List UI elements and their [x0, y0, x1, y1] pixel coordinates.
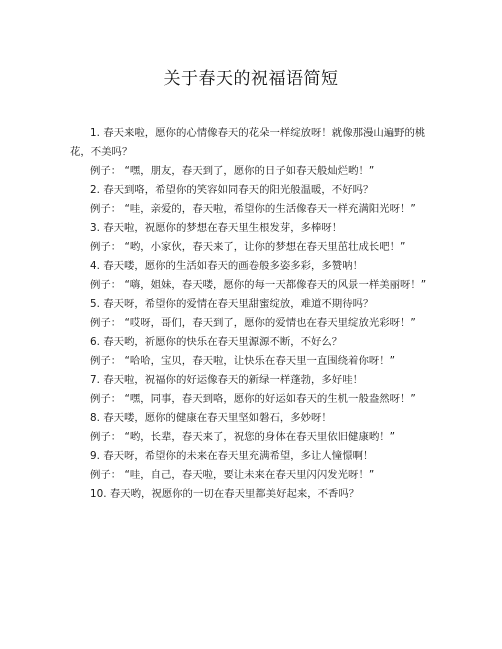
paragraph: 10. 春天哟，祝愿你的一切在春天里都美好起来，不香吗？	[90, 488, 360, 500]
paragraph: 例子： “嗨，姐妹，春天喽，愿你的每一天都像春天的风景一样美丽呀！”	[90, 279, 427, 291]
paragraph: 6. 春天哟，祈愿你的快乐在春天里源源不断，不好么？	[90, 336, 343, 348]
paragraph: 3. 春天啦，祝愿你的梦想在春天里生根发芽，多棒呀！	[90, 222, 343, 234]
paragraph: 7. 春天啦，祝福你的好运像春天的新绿一样蓬勃，多好哇！	[90, 374, 363, 386]
paragraph: 例子： “哟，长辈，春天来了，祝您的身体在春天里依旧健康哟！”	[90, 431, 396, 443]
document-title: 关于春天的祝福语简短	[163, 69, 339, 89]
paragraph: 2. 春天到咯，希望你的笑容如同春天的阳光般温暖，不好吗？	[90, 184, 374, 196]
document-body	[70, 124, 432, 504]
paragraph: 例子： “嘿，同事，春天到咯，愿你的好运如春天的生机一般盎然呀！”	[90, 393, 416, 405]
paragraph: 例子： “嘿，朋友，春天到了，愿你的日子如春天般灿烂哟！”	[90, 165, 375, 177]
paragraph: 1. 春天来啦，愿你的心情像春天的花朵一样绽放呀！就像那漫山遍野的桃花，不美吗？	[70, 127, 426, 158]
paragraph: 5. 春天呀，希望你的爱情在春天里甜蜜绽放，难道不期待吗？	[90, 298, 374, 310]
paragraph: 例子： “哈哈，宝贝，春天啦，让快乐在春天里一直围绕着你呀！”	[90, 355, 396, 367]
paragraph: 例子： “哇，亲爱的，春天啦，希望你的生活像春天一样充满阳光呀！”	[90, 203, 416, 215]
paragraph: 4. 春天喽，愿你的生活如春天的画卷般多姿多彩，多赞呐！	[90, 260, 363, 272]
paragraph: 例子： “哟，小家伙，春天来了，让你的梦想在春天里茁壮成长吧！”	[90, 241, 406, 253]
paragraph: 例子： “哎呀，哥们，春天到了，愿你的爱情也在春天里绽放光彩呀！”	[90, 317, 416, 329]
paragraph: 9. 春天呀，希望你的未来在春天里充满希望，多让人憧憬啊！	[90, 450, 374, 462]
paragraph: 例子： “哇，自己，春天啦，要让未来在春天里闪闪发光呀！”	[90, 469, 375, 481]
paragraph: 8. 春天喽，愿你的健康在春天里坚如磐石，多妙呀！	[90, 412, 332, 424]
